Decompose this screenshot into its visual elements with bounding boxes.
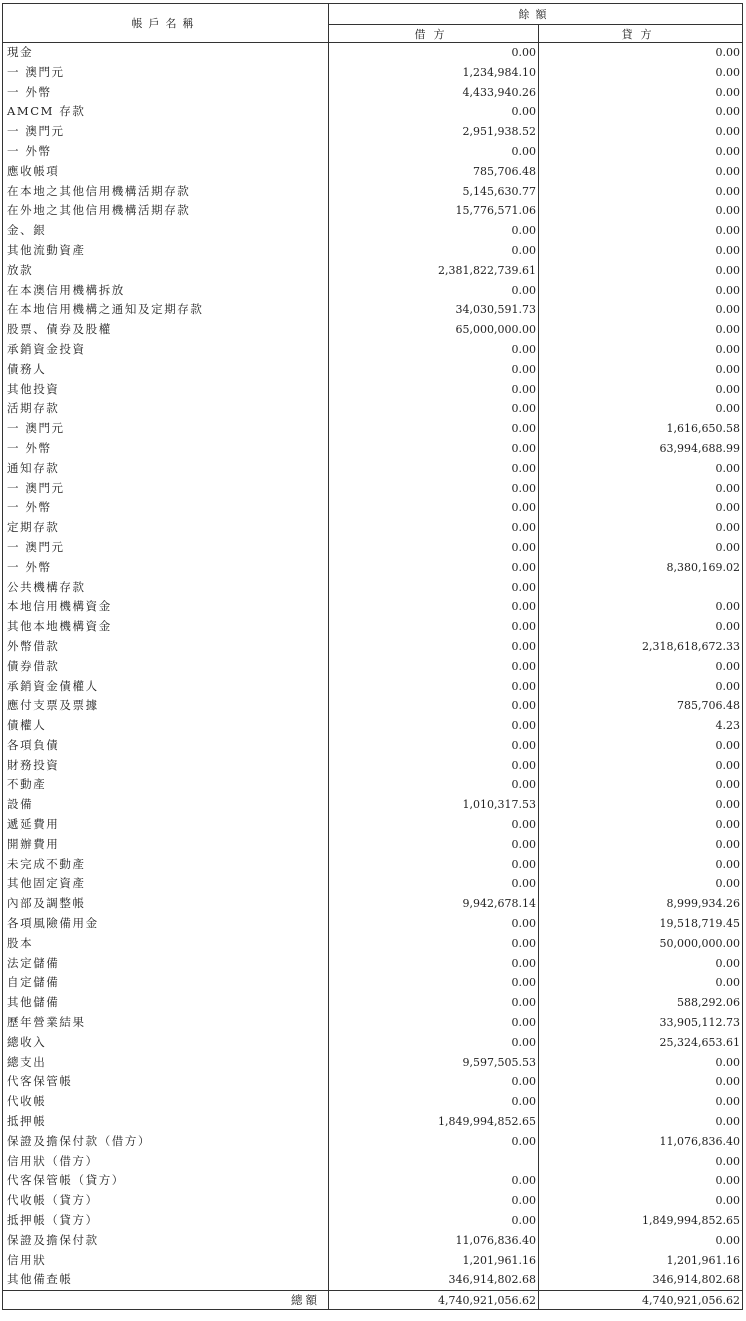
credit-cell: 0.00 [539,380,743,400]
account-name-cell: 一 澳門元 [3,538,329,558]
debit-cell: 1,234,984.10 [329,63,539,83]
table-row [3,162,743,182]
credit-cell: 0.00 [539,657,743,677]
credit-cell: 0.00 [539,498,743,518]
account-name-cell: 活期存款 [3,399,329,419]
account-name-cell: 應收帳項 [3,162,329,182]
debit-cell: 11,076,836.40 [329,1231,539,1251]
debit-cell: 0.00 [329,597,539,617]
table-row [3,498,743,518]
debit-cell: 0.00 [329,775,539,795]
credit-cell: 0.00 [539,63,743,83]
debit-cell: 0.00 [329,558,539,578]
debit-cell: 0.00 [329,874,539,894]
table-row [3,815,743,835]
debit-cell: 0.00 [329,696,539,716]
credit-cell: 588,292.06 [539,993,743,1013]
table-row [3,1033,743,1053]
debit-cell: 0.00 [329,459,539,479]
credit-cell: 1,849,994,852.65 [539,1211,743,1231]
table-row [3,894,743,914]
debit-cell: 1,849,994,852.65 [329,1112,539,1132]
table-row [3,775,743,795]
table-row [3,221,743,241]
table-row [3,973,743,993]
total-label: 總額 [3,1291,329,1310]
account-name-cell: 開辦費用 [3,835,329,855]
table-row [3,1171,743,1191]
account-name-cell: 信用狀 [3,1251,329,1271]
account-name-cell: 一 澳門元 [3,122,329,142]
credit-cell: 0.00 [539,795,743,815]
debit-cell: 0.00 [329,479,539,499]
table-row [3,1251,743,1271]
table-row [3,1112,743,1132]
account-name-cell: 其他備查帳 [3,1270,329,1290]
debit-cell: 0.00 [329,281,539,301]
account-name-cell: 股本 [3,934,329,954]
credit-cell: 0.00 [539,677,743,697]
debit-cell: 34,030,591.73 [329,300,539,320]
account-name-cell: 代收帳（貸方） [3,1191,329,1211]
debit-cell: 1,010,317.53 [329,795,539,815]
credit-cell: 11,076,836.40 [539,1132,743,1152]
credit-cell: 0.00 [539,83,743,103]
credit-cell: 0.00 [539,340,743,360]
account-name-cell: 外幣借款 [3,637,329,657]
credit-cell: 0.00 [539,162,743,182]
account-name-cell: 承銷資金投資 [3,340,329,360]
debit-cell: 65,000,000.00 [329,320,539,340]
debit-cell: 0.00 [329,835,539,855]
credit-cell: 0.00 [539,775,743,795]
credit-cell: 1,616,650.58 [539,419,743,439]
debit-cell: 785,706.48 [329,162,539,182]
credit-cell: 0.00 [539,1053,743,1073]
credit-cell: 8,380,169.02 [539,558,743,578]
debit-cell: 5,145,630.77 [329,182,539,202]
account-name-cell: 一 澳門元 [3,479,329,499]
debit-cell: 0.00 [329,498,539,518]
account-name-cell: 抵押帳 [3,1112,329,1132]
account-name-cell: 放款 [3,261,329,281]
table-row [3,1132,743,1152]
debit-cell: 0.00 [329,102,539,122]
debit-cell: 2,951,938.52 [329,122,539,142]
total-credit: 4,740,921,056.62 [539,1291,743,1310]
account-name-cell: 在外地之其他信用機構活期存款 [3,201,329,221]
table-row [3,1231,743,1251]
debit-cell: 0.00 [329,578,539,598]
account-name-cell: 財務投資 [3,756,329,776]
debit-cell: 9,597,505.53 [329,1053,539,1073]
table-row [3,1072,743,1092]
account-name-cell: 遞延費用 [3,815,329,835]
account-name-cell: 保證及擔保付款 [3,1231,329,1251]
debit-cell: 0.00 [329,657,539,677]
credit-cell: 0.00 [539,281,743,301]
account-name-cell: 通知存款 [3,459,329,479]
credit-cell: 63,994,688.99 [539,439,743,459]
account-name-cell: 債券借款 [3,657,329,677]
debit-cell: 0.00 [329,637,539,657]
table-row [3,1191,743,1211]
credit-cell: 19,518,719.45 [539,914,743,934]
credit-cell: 0.00 [539,1171,743,1191]
account-name-cell: 現金 [3,43,329,63]
account-name-cell: 設備 [3,795,329,815]
credit-cell: 0.00 [539,320,743,340]
account-name-cell: 代客保管帳（貸方） [3,1171,329,1191]
credit-cell: 0.00 [539,835,743,855]
table-row [3,578,743,598]
credit-cell: 0.00 [539,973,743,993]
debit-cell: 4,433,940.26 [329,83,539,103]
credit-cell: 0.00 [539,1231,743,1251]
debit-cell: 0.00 [329,1033,539,1053]
table-row [3,340,743,360]
table-row [3,63,743,83]
debit-cell: 0.00 [329,340,539,360]
credit-cell: 0.00 [539,756,743,776]
debit-cell: 0.00 [329,221,539,241]
credit-cell: 0.00 [539,815,743,835]
debit-cell: 2,381,822,739.61 [329,261,539,281]
table-row [3,102,743,122]
account-name-header: 帳戶名稱 [3,4,329,43]
table-row [3,617,743,637]
account-name-cell: 一 外幣 [3,558,329,578]
table-row [3,201,743,221]
balance-header: 餘額 [329,4,743,25]
debit-cell: 1,201,961.16 [329,1251,539,1271]
account-name-cell: 內部及調整帳 [3,894,329,914]
table-row [3,518,743,538]
account-name-cell: 承銷資金債權人 [3,677,329,697]
credit-cell: 1,201,961.16 [539,1251,743,1271]
account-name-cell: 其他流動資產 [3,241,329,261]
table-row [3,736,743,756]
debit-cell: 0.00 [329,1211,539,1231]
account-name-cell: 自定儲備 [3,973,329,993]
total-debit: 4,740,921,056.62 [329,1291,539,1310]
debit-cell: 0.00 [329,934,539,954]
account-name-cell: 金、銀 [3,221,329,241]
account-name-cell: 債務人 [3,360,329,380]
credit-cell: 346,914,802.68 [539,1270,743,1290]
account-name-cell: 一 外幣 [3,83,329,103]
debit-cell: 0.00 [329,617,539,637]
debit-cell: 0.00 [329,736,539,756]
debit-header: 借方 [329,25,539,43]
credit-cell: 0.00 [539,479,743,499]
table-row [3,261,743,281]
account-name-cell: 本地信用機構資金 [3,597,329,617]
credit-header: 貸方 [539,25,743,43]
credit-cell: 50,000,000.00 [539,934,743,954]
account-name-cell: 其他本地機構資金 [3,617,329,637]
account-name-cell: 定期存款 [3,518,329,538]
debit-cell: 0.00 [329,677,539,697]
credit-cell: 0.00 [539,241,743,261]
table-body [3,43,743,1291]
table-row [3,637,743,657]
credit-cell: 0.00 [539,182,743,202]
credit-cell: 0.00 [539,1092,743,1112]
debit-cell [329,1152,539,1172]
account-name-cell: 股票、債券及股權 [3,320,329,340]
table-row [3,241,743,261]
account-name-cell: 代客保管帳 [3,1072,329,1092]
debit-cell: 9,942,678.14 [329,894,539,914]
credit-cell [539,578,743,598]
credit-cell: 0.00 [539,201,743,221]
credit-cell: 0.00 [539,399,743,419]
account-name-cell: 在本地之其他信用機構活期存款 [3,182,329,202]
table-row [3,419,743,439]
account-name-cell: 信用狀（借方） [3,1152,329,1172]
credit-cell: 0.00 [539,261,743,281]
total-row [3,1291,743,1310]
table-row [3,43,743,63]
table-row [3,281,743,301]
account-name-cell: 一 澳門元 [3,63,329,83]
table-row [3,459,743,479]
debit-cell: 0.00 [329,380,539,400]
debit-cell: 0.00 [329,538,539,558]
debit-cell: 0.00 [329,1013,539,1033]
account-name-cell: 保證及擔保付款（借方） [3,1132,329,1152]
debit-cell: 0.00 [329,716,539,736]
debit-cell: 0.00 [329,241,539,261]
account-name-cell: 總支出 [3,1053,329,1073]
table-row [3,83,743,103]
account-name-cell: 公共機構存款 [3,578,329,598]
debit-cell: 0.00 [329,518,539,538]
account-name-cell: 抵押帳（貸方） [3,1211,329,1231]
account-name-cell: 一 外幣 [3,439,329,459]
account-name-cell: 應付支票及票據 [3,696,329,716]
table-row [3,1270,743,1290]
account-name-cell: 總收入 [3,1033,329,1053]
account-name-cell: 歷年營業結果 [3,1013,329,1033]
table-row [3,1053,743,1073]
credit-cell: 0.00 [539,43,743,63]
credit-cell: 0.00 [539,102,743,122]
table-row [3,300,743,320]
debit-cell: 0.00 [329,1191,539,1211]
table-row [3,993,743,1013]
table-row [3,597,743,617]
table-header [3,4,743,43]
account-name-cell: 其他儲備 [3,993,329,1013]
table-row [3,914,743,934]
table-row [3,360,743,380]
credit-cell: 0.00 [539,597,743,617]
debit-cell: 15,776,571.06 [329,201,539,221]
account-name-cell: 債權人 [3,716,329,736]
table-row [3,1013,743,1033]
debit-cell: 0.00 [329,914,539,934]
table-row [3,182,743,202]
debit-cell: 0.00 [329,1171,539,1191]
credit-cell: 0.00 [539,122,743,142]
account-name-cell: 不動產 [3,775,329,795]
credit-cell: 785,706.48 [539,696,743,716]
table-row [3,934,743,954]
credit-cell: 33,905,112.73 [539,1013,743,1033]
account-name-cell: 代收帳 [3,1092,329,1112]
table-row [3,142,743,162]
table-row [3,855,743,875]
table-row [3,1092,743,1112]
table-row [3,320,743,340]
credit-cell: 0.00 [539,538,743,558]
table-row [3,795,743,815]
table-row [3,716,743,736]
table-row [3,538,743,558]
account-name-cell: 一 外幣 [3,498,329,518]
account-name-cell: 其他固定資產 [3,874,329,894]
table-row [3,122,743,142]
credit-cell: 0.00 [539,300,743,320]
credit-cell: 0.00 [539,954,743,974]
debit-cell: 0.00 [329,973,539,993]
credit-cell: 0.00 [539,360,743,380]
account-name-cell: 在本澳信用機構拆放 [3,281,329,301]
table-row [3,439,743,459]
debit-cell: 0.00 [329,1092,539,1112]
trial-balance-table [2,3,743,1310]
account-name-cell: 各項風險備用金 [3,914,329,934]
trial-balance-document [2,3,742,1310]
credit-cell: 0.00 [539,1191,743,1211]
credit-cell: 8,999,934.26 [539,894,743,914]
credit-cell: 0.00 [539,874,743,894]
credit-cell: 2,318,618,672.33 [539,637,743,657]
account-name-cell: 一 外幣 [3,142,329,162]
account-name-cell: 一 澳門元 [3,419,329,439]
debit-cell: 0.00 [329,855,539,875]
account-name-cell: 法定儲備 [3,954,329,974]
table-row [3,696,743,716]
table-row [3,1152,743,1172]
credit-cell: 25,324,653.61 [539,1033,743,1053]
debit-cell: 0.00 [329,439,539,459]
account-name-cell: 各項負債 [3,736,329,756]
credit-cell: 0.00 [539,518,743,538]
debit-cell: 0.00 [329,399,539,419]
credit-cell: 0.00 [539,221,743,241]
table-row [3,657,743,677]
credit-cell: 0.00 [539,736,743,756]
account-name-cell: 其他投資 [3,380,329,400]
debit-cell: 0.00 [329,43,539,63]
credit-cell: 4.23 [539,716,743,736]
debit-cell: 0.00 [329,815,539,835]
debit-cell: 0.00 [329,142,539,162]
debit-cell: 0.00 [329,756,539,776]
table-row [3,954,743,974]
debit-cell: 0.00 [329,419,539,439]
table-row [3,399,743,419]
account-name-cell: AMCM 存款 [3,102,329,122]
debit-cell: 0.00 [329,360,539,380]
debit-cell: 0.00 [329,1132,539,1152]
table-row [3,380,743,400]
table-row [3,479,743,499]
table-row [3,874,743,894]
credit-cell: 0.00 [539,1112,743,1132]
debit-cell: 0.00 [329,954,539,974]
debit-cell: 346,914,802.68 [329,1270,539,1290]
table-row [3,558,743,578]
table-row [3,1211,743,1231]
credit-cell: 0.00 [539,1152,743,1172]
credit-cell: 0.00 [539,1072,743,1092]
table-footer [3,1291,743,1310]
debit-cell: 0.00 [329,993,539,1013]
table-row [3,756,743,776]
credit-cell: 0.00 [539,459,743,479]
account-name-cell: 在本地信用機構之通知及定期存款 [3,300,329,320]
table-row [3,835,743,855]
table-row [3,677,743,697]
account-name-cell: 未完成不動產 [3,855,329,875]
credit-cell: 0.00 [539,142,743,162]
debit-cell: 0.00 [329,1072,539,1092]
credit-cell: 0.00 [539,855,743,875]
credit-cell: 0.00 [539,617,743,637]
